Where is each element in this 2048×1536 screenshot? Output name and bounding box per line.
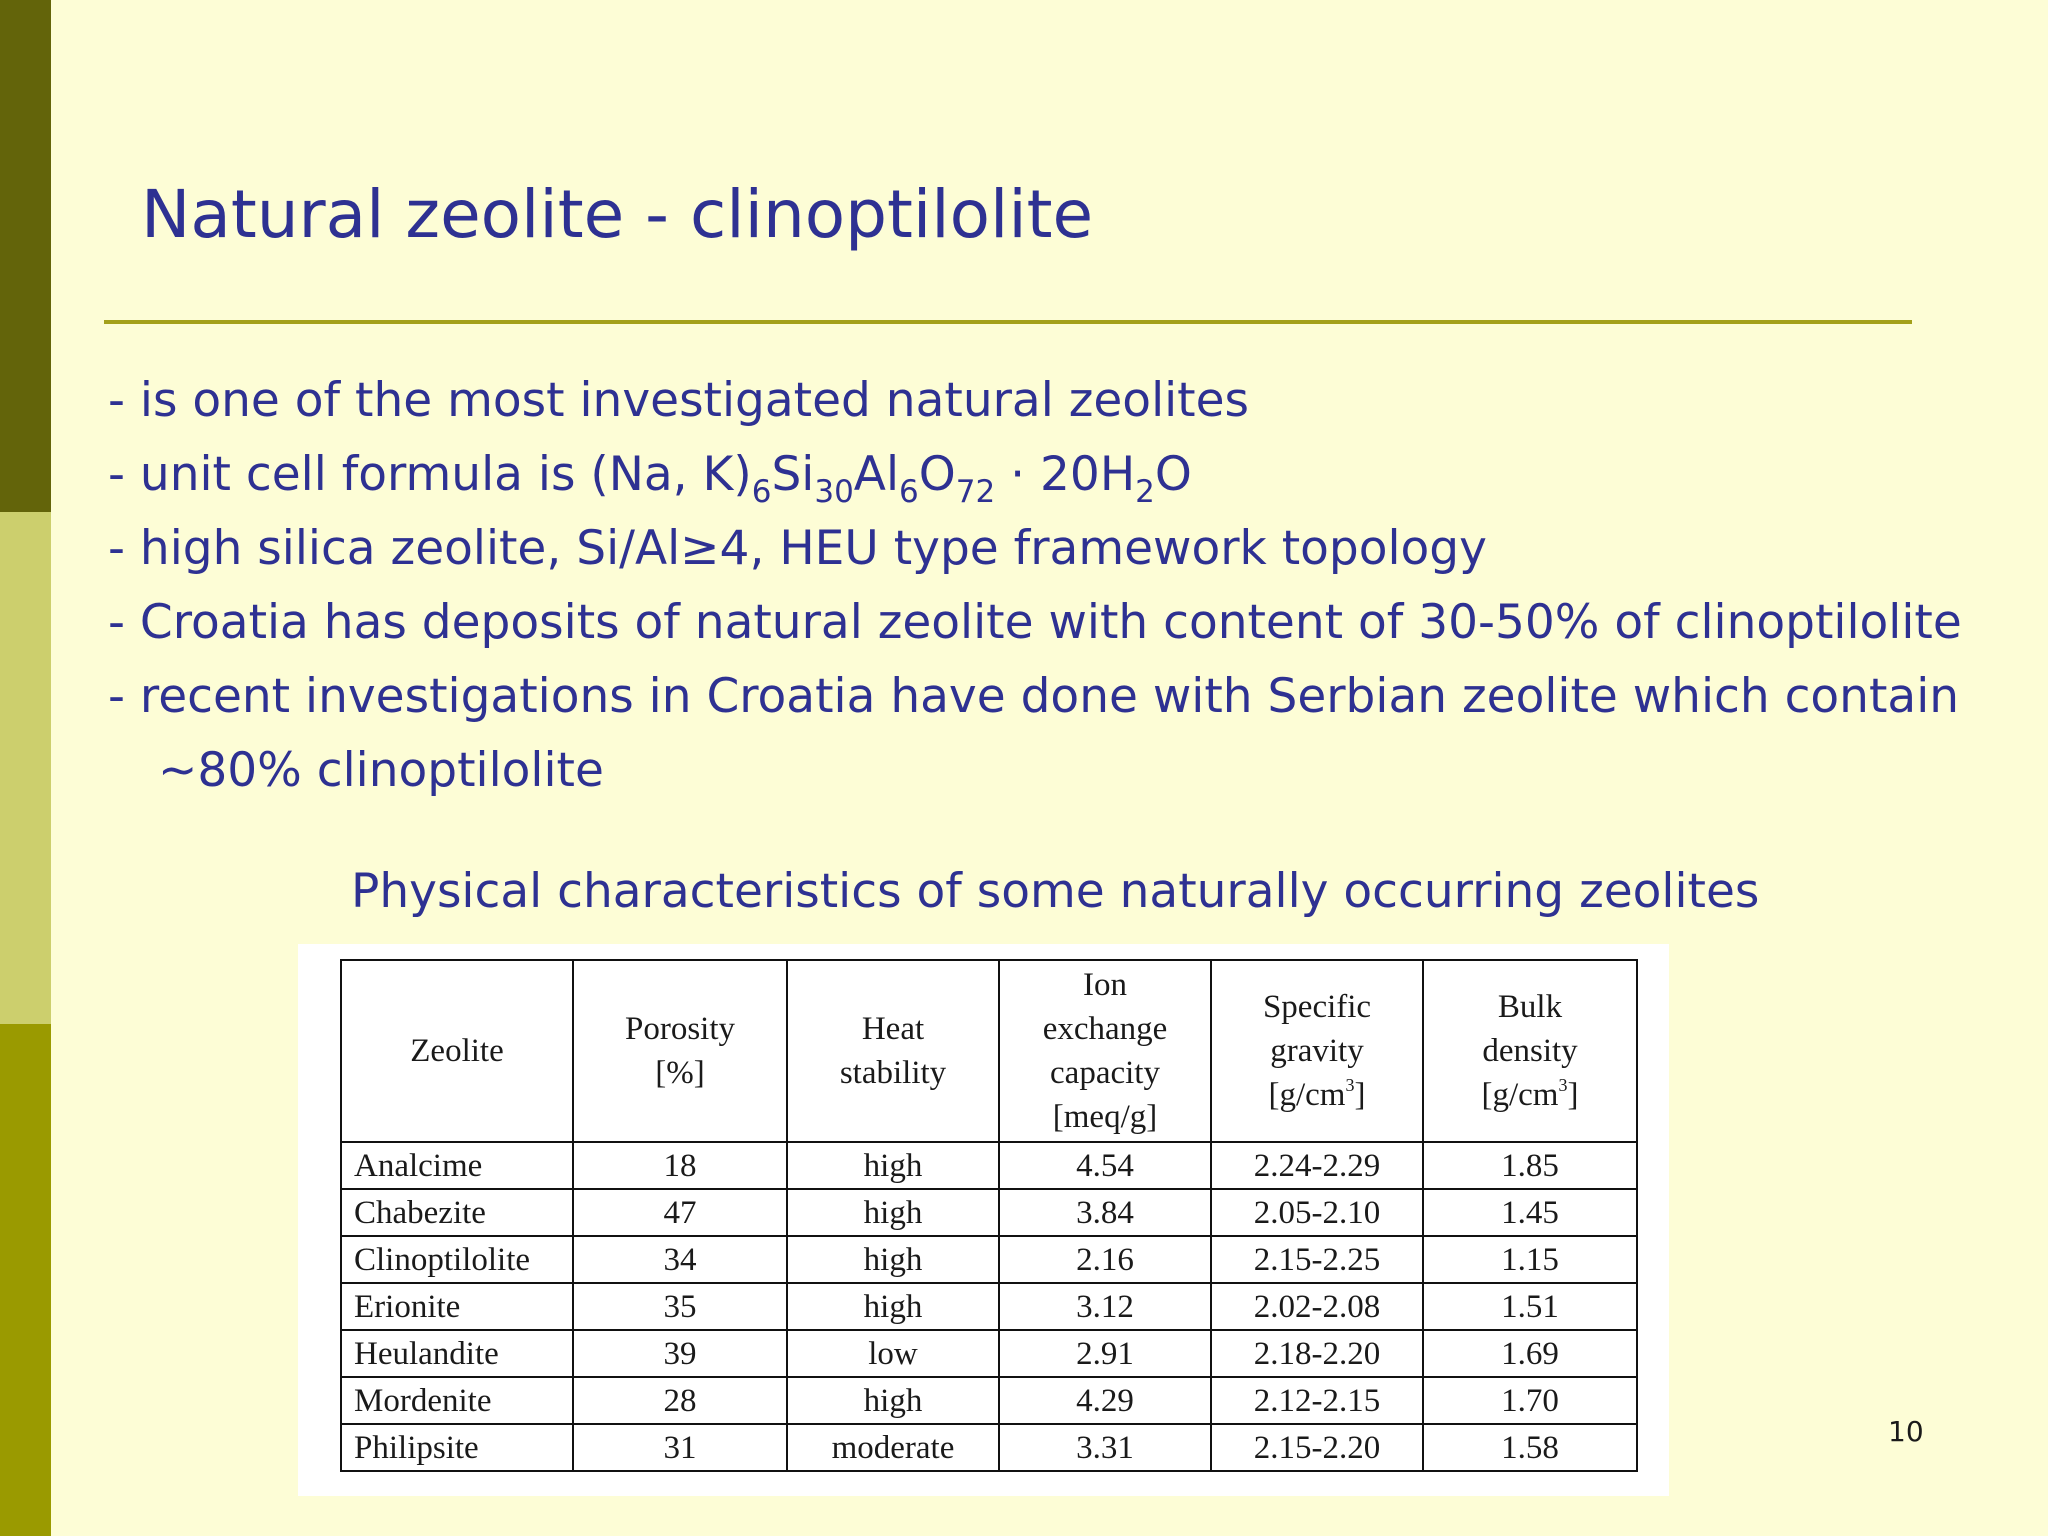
cell-heat-stability: high bbox=[787, 1142, 999, 1189]
cell-bulk-density: 1.70 bbox=[1423, 1377, 1637, 1424]
table-row bbox=[341, 1424, 1637, 1471]
cell-bulk-density: 1.69 bbox=[1423, 1330, 1637, 1377]
cell-heat-stability: high bbox=[787, 1189, 999, 1236]
header-porosity: Porosity [%] bbox=[573, 960, 787, 1142]
cell-ion-exchange: 2.16 bbox=[999, 1236, 1211, 1283]
formula-part: O bbox=[1154, 447, 1192, 502]
cell-zeolite: Philipsite bbox=[341, 1424, 573, 1471]
header-specific-gravity: Specific gravity $[g/cm^3]$ bbox=[1211, 960, 1423, 1142]
bullet-item: - high silica zeolite, Si/Al≥4, HEU type framework topology bbox=[108, 521, 1487, 576]
cell-heat-stability: moderate bbox=[787, 1424, 999, 1471]
formula-sub: 6 bbox=[899, 474, 919, 510]
cell-ion-exchange: 3.12 bbox=[999, 1283, 1211, 1330]
table-header-row bbox=[341, 960, 1637, 1142]
header-ion-exchange: Ion exchange capacity [meq/g] bbox=[999, 960, 1211, 1142]
cell-specific-gravity: 2.02-2.08 bbox=[1211, 1283, 1423, 1330]
cell-zeolite: Heulandite bbox=[341, 1330, 573, 1377]
formula-part: Si bbox=[771, 447, 815, 502]
cell-heat-stability: high bbox=[787, 1283, 999, 1330]
cell-porosity: 31 bbox=[573, 1424, 787, 1471]
cell-specific-gravity: 2.12-2.15 bbox=[1211, 1377, 1423, 1424]
formula-sub: 2 bbox=[1135, 474, 1155, 510]
cell-bulk-density: 1.85 bbox=[1423, 1142, 1637, 1189]
sidebar-band-dark bbox=[0, 0, 51, 512]
formula-sub: 30 bbox=[814, 474, 854, 510]
header-zeolite: Zeolite bbox=[341, 960, 573, 1142]
cell-zeolite: Chabezite bbox=[341, 1189, 573, 1236]
bullet-item-continuation bbox=[108, 734, 1968, 808]
cell-bulk-density: 1.51 bbox=[1423, 1283, 1637, 1330]
bullet-item-formula bbox=[108, 438, 1968, 512]
cell-bulk-density: 1.15 bbox=[1423, 1236, 1637, 1283]
header-heat-stability: Heat stability bbox=[787, 960, 999, 1142]
bullet-list bbox=[108, 364, 1968, 808]
cell-bulk-density: 1.45 bbox=[1423, 1189, 1637, 1236]
cell-bulk-density: 1.58 bbox=[1423, 1424, 1637, 1471]
slide-sidebar bbox=[0, 0, 51, 1536]
cell-specific-gravity: 2.18-2.20 bbox=[1211, 1330, 1423, 1377]
formula-part: Al bbox=[853, 447, 900, 502]
page-number: 10 bbox=[1888, 1415, 1924, 1448]
zeolite-table bbox=[340, 959, 1638, 1472]
cell-ion-exchange: 4.54 bbox=[999, 1142, 1211, 1189]
table-row bbox=[341, 1189, 1637, 1236]
cell-zeolite: Mordenite bbox=[341, 1377, 573, 1424]
sidebar-band-mid bbox=[0, 1024, 51, 1536]
formula-part: · 20H bbox=[995, 447, 1136, 502]
header-bulk-density: Bulk density $[g/cm^3]$ bbox=[1423, 960, 1637, 1142]
cell-ion-exchange: 2.91 bbox=[999, 1330, 1211, 1377]
cell-specific-gravity: 2.15-2.25 bbox=[1211, 1236, 1423, 1283]
table-image-panel bbox=[298, 944, 1669, 1496]
table-caption: Physical characteristics of some naturally occurring zeolites bbox=[351, 864, 1760, 919]
cell-zeolite: Clinoptilolite bbox=[341, 1236, 573, 1283]
cell-ion-exchange: 3.84 bbox=[999, 1189, 1211, 1236]
cell-zeolite: Analcime bbox=[341, 1142, 573, 1189]
cell-porosity: 18 bbox=[573, 1142, 787, 1189]
bullet-item: - Croatia has deposits of natural zeolite with content of 30-50% of clinoptilolite bbox=[108, 595, 1962, 650]
cell-porosity: 34 bbox=[573, 1236, 787, 1283]
cell-porosity: 39 bbox=[573, 1330, 787, 1377]
title-divider bbox=[104, 320, 1912, 324]
cell-zeolite: Erionite bbox=[341, 1283, 573, 1330]
table-row bbox=[341, 1142, 1637, 1189]
bullet-item: - is one of the most investigated natural zeolites bbox=[108, 373, 1250, 428]
formula-prefix: - unit cell formula is (Na, K) bbox=[108, 447, 752, 502]
cell-porosity: 47 bbox=[573, 1189, 787, 1236]
formula-sub: 72 bbox=[955, 474, 996, 510]
cell-ion-exchange: 4.29 bbox=[999, 1377, 1211, 1424]
cell-heat-stability: low bbox=[787, 1330, 999, 1377]
cell-heat-stability: high bbox=[787, 1377, 999, 1424]
table-row bbox=[341, 1236, 1637, 1283]
cell-specific-gravity: 2.05-2.10 bbox=[1211, 1189, 1423, 1236]
formula-part: O bbox=[918, 447, 956, 502]
formula-sub: 6 bbox=[751, 474, 772, 510]
slide-title: Natural zeolite - clinoptilolite bbox=[141, 176, 1094, 253]
cell-heat-stability: high bbox=[787, 1236, 999, 1283]
table-row bbox=[341, 1330, 1637, 1377]
cell-porosity: 28 bbox=[573, 1377, 787, 1424]
bullet-continuation-text: ~80% clinoptilolite bbox=[158, 743, 604, 798]
sidebar-band-light bbox=[0, 512, 51, 1024]
cell-porosity: 35 bbox=[573, 1283, 787, 1330]
cell-ion-exchange: 3.31 bbox=[999, 1424, 1211, 1471]
table-row bbox=[341, 1377, 1637, 1424]
table-row bbox=[341, 1283, 1637, 1330]
cell-specific-gravity: 2.24-2.29 bbox=[1211, 1142, 1423, 1189]
cell-specific-gravity: 2.15-2.20 bbox=[1211, 1424, 1423, 1471]
bullet-item: - recent investigations in Croatia have done with Serbian zeolite which contain bbox=[108, 669, 1960, 724]
